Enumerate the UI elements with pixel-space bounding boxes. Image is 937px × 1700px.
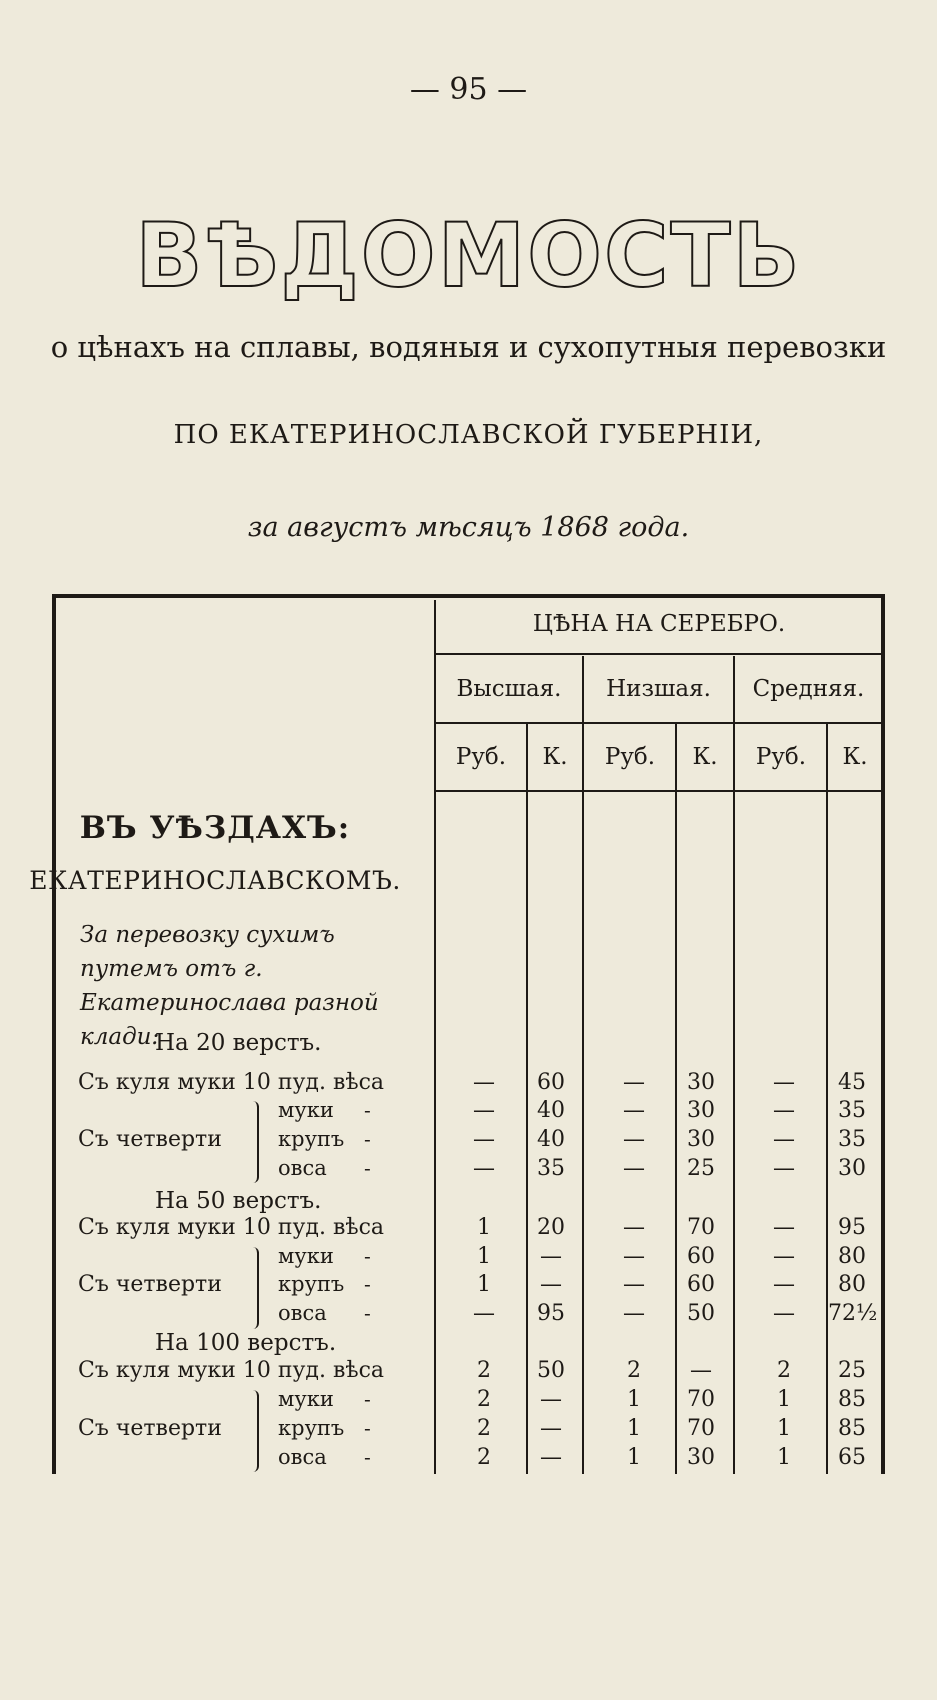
- group-label: Съ четверти: [78, 1416, 222, 1441]
- high-rub-header: Руб.: [455, 744, 507, 770]
- avg-kop-cell: 95: [838, 1215, 866, 1240]
- low-rub-cell: —: [623, 1215, 645, 1240]
- high-price-header: Высшая.: [456, 676, 562, 702]
- low-kop-cell: 30: [687, 1445, 715, 1470]
- high-rub-cell: —: [473, 1156, 495, 1181]
- low-rub-cell: —: [623, 1127, 645, 1152]
- low-kop-cell: 60: [687, 1244, 715, 1269]
- row-label: Съ куля муки 10 пуд. вѣса: [78, 1358, 385, 1383]
- period-line: за августъ мѣсяцъ 1868 года.: [247, 512, 690, 543]
- group-label: Съ четверти: [78, 1272, 222, 1297]
- low-rub-cell: —: [623, 1070, 645, 1095]
- goods-label: крупъ: [278, 1272, 345, 1296]
- low-rub-cell: —: [623, 1098, 645, 1123]
- high-kop-cell: 40: [537, 1098, 565, 1123]
- high-kop-cell: —: [540, 1272, 562, 1297]
- avg-rub-cell: —: [773, 1127, 795, 1152]
- avg-rub-cell: —: [773, 1215, 795, 1240]
- high-kop-cell: —: [540, 1387, 562, 1412]
- price-header: ЦѢНА НА СЕРЕБРО.: [532, 611, 786, 637]
- low-rub-header: Руб.: [604, 744, 656, 770]
- low-kop-cell: 30: [687, 1127, 715, 1152]
- avg-rub-header: Руб.: [755, 744, 807, 770]
- avg-rub-cell: 1: [777, 1416, 791, 1441]
- avg-kop-header: К.: [842, 744, 868, 770]
- avg-price-header: Средняя.: [752, 676, 865, 702]
- low-rub-cell: —: [623, 1156, 645, 1181]
- high-kop-cell: 95: [537, 1301, 565, 1326]
- avg-rub-cell: —: [773, 1301, 795, 1326]
- page-number: — 95 —: [409, 72, 528, 107]
- high-rub-cell: —: [473, 1098, 495, 1123]
- high-rub-cell: 2: [477, 1416, 491, 1441]
- document-title: ВѢДОМОСТЬ: [135, 204, 802, 307]
- dash-mark: -: [364, 1156, 371, 1180]
- high-rub-cell: 1: [477, 1244, 491, 1269]
- dash-mark: -: [364, 1387, 371, 1411]
- avg-kop-cell: 30: [838, 1156, 866, 1181]
- row-label: Съ куля муки 10 пуд. вѣса: [78, 1215, 385, 1240]
- dash-mark: -: [364, 1301, 371, 1325]
- avg-kop-cell: 72½: [828, 1301, 878, 1326]
- uezd-heading: ВЪ УѢЗДАХЪ:: [79, 810, 351, 846]
- high-kop-cell: —: [540, 1416, 562, 1441]
- avg-kop-cell: 85: [838, 1387, 866, 1412]
- high-rub-cell: 2: [477, 1387, 491, 1412]
- avg-rub-cell: —: [773, 1244, 795, 1269]
- dash-mark: -: [364, 1244, 371, 1268]
- low-kop-header: К.: [692, 744, 718, 770]
- distance-heading: На 20 верстъ.: [155, 1030, 322, 1056]
- avg-kop-cell: 35: [838, 1127, 866, 1152]
- avg-kop-cell: 45: [838, 1070, 866, 1095]
- high-kop-header: К.: [542, 744, 568, 770]
- divider-header-bottom: [436, 790, 882, 792]
- low-kop-cell: 70: [687, 1416, 715, 1441]
- document-subtitle: о цѣнахъ на сплавы, водяныя и сухопутныя перевозки: [50, 330, 887, 364]
- low-rub-cell: —: [623, 1301, 645, 1326]
- high-kop-cell: —: [540, 1445, 562, 1470]
- high-kop-cell: —: [540, 1244, 562, 1269]
- avg-kop-cell: 80: [838, 1272, 866, 1297]
- dash-mark: -: [364, 1445, 371, 1469]
- dash-mark: -: [364, 1272, 371, 1296]
- high-rub-cell: —: [473, 1301, 495, 1326]
- divider-label-column: [434, 600, 436, 1474]
- avg-rub-cell: 2: [777, 1358, 791, 1383]
- avg-rub-cell: 1: [777, 1387, 791, 1412]
- low-kop-cell: —: [690, 1358, 712, 1383]
- high-rub-cell: 2: [477, 1358, 491, 1383]
- low-rub-cell: 1: [627, 1387, 641, 1412]
- divider-high-low: [582, 656, 584, 1474]
- goods-label: овса: [278, 1156, 327, 1180]
- goods-label: овса: [278, 1445, 327, 1469]
- transport-note: За перевозку сухимъ путемъ отъ г. Екатеринослава разной клади:: [80, 922, 379, 1050]
- avg-kop-cell: 25: [838, 1358, 866, 1383]
- high-kop-cell: 35: [537, 1156, 565, 1181]
- goods-label: крупъ: [278, 1127, 345, 1151]
- low-rub-cell: —: [623, 1244, 645, 1269]
- dash-mark: -: [364, 1416, 371, 1440]
- avg-rub-cell: —: [773, 1098, 795, 1123]
- avg-rub-cell: —: [773, 1070, 795, 1095]
- divider-header-mid: [436, 722, 882, 724]
- low-rub-cell: 1: [627, 1416, 641, 1441]
- high-kop-cell: 60: [537, 1070, 565, 1095]
- group-brace: [247, 1247, 259, 1329]
- goods-label: овса: [278, 1301, 327, 1325]
- low-rub-cell: —: [623, 1272, 645, 1297]
- divider-low-avg: [733, 656, 735, 1474]
- low-kop-cell: 70: [687, 1215, 715, 1240]
- low-kop-cell: 30: [687, 1098, 715, 1123]
- avg-kop-cell: 35: [838, 1098, 866, 1123]
- distance-heading: На 50 верстъ.: [155, 1188, 322, 1214]
- group-label: Съ четверти: [78, 1127, 222, 1152]
- goods-label: муки: [278, 1387, 334, 1411]
- low-rub-cell: 1: [627, 1445, 641, 1470]
- high-kop-cell: 20: [537, 1215, 565, 1240]
- low-kop-cell: 50: [687, 1301, 715, 1326]
- avg-kop-cell: 65: [838, 1445, 866, 1470]
- goods-label: муки: [278, 1098, 334, 1122]
- avg-rub-cell: 1: [777, 1445, 791, 1470]
- high-kop-cell: 50: [537, 1358, 565, 1383]
- avg-kop-cell: 80: [838, 1244, 866, 1269]
- dash-mark: -: [364, 1127, 371, 1151]
- low-rub-cell: 2: [627, 1358, 641, 1383]
- region-line: ПО ЕКАТЕРИНОСЛАВСКОЙ ГУБЕРНІИ,: [173, 420, 764, 450]
- group-brace: [247, 1390, 259, 1472]
- goods-label: муки: [278, 1244, 334, 1268]
- avg-rub-cell: —: [773, 1156, 795, 1181]
- low-kop-cell: 70: [687, 1387, 715, 1412]
- distance-heading: На 100 верстъ.: [155, 1330, 337, 1356]
- avg-rub-cell: —: [773, 1272, 795, 1297]
- high-kop-cell: 40: [537, 1127, 565, 1152]
- low-kop-cell: 25: [687, 1156, 715, 1181]
- district-heading: ЕКАТЕРИНОСЛАВСКОМЪ.: [29, 866, 401, 895]
- high-rub-cell: —: [473, 1127, 495, 1152]
- high-rub-cell: 2: [477, 1445, 491, 1470]
- high-rub-cell: 1: [477, 1272, 491, 1297]
- high-rub-cell: 1: [477, 1215, 491, 1240]
- row-label: Съ куля муки 10 пуд. вѣса: [78, 1070, 385, 1095]
- low-price-header: Низшая.: [606, 676, 711, 702]
- low-kop-cell: 60: [687, 1272, 715, 1297]
- divider-header-top: [436, 653, 882, 655]
- high-rub-cell: —: [473, 1070, 495, 1095]
- avg-kop-cell: 85: [838, 1416, 866, 1441]
- low-kop-cell: 30: [687, 1070, 715, 1095]
- dash-mark: -: [364, 1098, 371, 1122]
- goods-label: крупъ: [278, 1416, 345, 1440]
- group-brace: [247, 1101, 259, 1183]
